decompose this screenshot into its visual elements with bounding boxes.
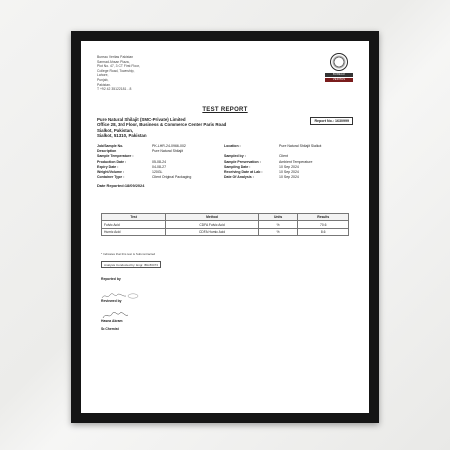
- field-value: 05-08-24: [152, 159, 167, 164]
- footnote: * Indicates that this test is Subcontracted: [101, 252, 156, 256]
- field-value: Client: [279, 154, 288, 159]
- signatory-role: Sr.Chemist: [101, 327, 119, 331]
- field-value: Pure Natural Shilajit: [152, 149, 183, 154]
- table-row: [102, 228, 349, 235]
- client-line: Office 28, 3rd Floor, Business & Commerce Center Paris Road: [97, 122, 227, 128]
- address-line: Sarmad Ahsan Plaza,: [97, 59, 130, 64]
- address-line: Plot No. 47, 3 CT First Floor,: [97, 64, 140, 69]
- client-address: [97, 117, 267, 139]
- date-reported: Date Reported:18/09/2024: [97, 183, 145, 188]
- table-cell: Humic Acid: [102, 228, 166, 235]
- field-value: 10 Sep 2024: [279, 169, 299, 174]
- field-label: Receiving Date at Lab :: [224, 169, 263, 174]
- sample-details: [97, 144, 353, 180]
- table-cell: Fulvic Acid: [102, 221, 166, 228]
- field-label: Container Type :: [97, 175, 125, 180]
- report-title: TEST REPORT: [202, 107, 248, 113]
- table-cell: 70.6: [298, 221, 349, 228]
- column-header: Results: [298, 214, 349, 221]
- logo-band-top: BUREAU: [325, 73, 353, 77]
- seal-icon: [330, 53, 348, 71]
- field-value: Client Original Packaging: [152, 175, 192, 180]
- table-row: [102, 221, 349, 228]
- results-table: [101, 213, 349, 236]
- field-value: Pure Natural Shilajit Sialkot: [279, 144, 322, 148]
- column-header: Test: [102, 214, 166, 221]
- detail-row: [97, 175, 353, 180]
- column-header: Units: [258, 214, 298, 221]
- field-value: 120GL: [152, 169, 163, 174]
- reported-by-label: Reported by: [101, 277, 121, 281]
- lab-address: [97, 55, 140, 92]
- column-header: Method: [166, 214, 259, 221]
- client-line: Sialkot, Pakistan,: [97, 127, 134, 133]
- signatory-name: Hasna Akram: [101, 319, 123, 323]
- bureau-veritas-logo: [325, 53, 353, 85]
- field-value: Ambient Temperature: [279, 159, 313, 164]
- table-cell: CDFA Fulvic Acid: [166, 221, 259, 228]
- test-report-document: [81, 41, 369, 413]
- field-label: Job/Sample No.: [97, 144, 124, 148]
- field-label: Expiry Date :: [97, 164, 119, 169]
- field-label: Sampling Date :: [224, 164, 251, 169]
- table-header-row: [102, 214, 349, 221]
- field-value: 10 Sep 2024: [279, 164, 299, 169]
- address-line: Lahore,: [97, 73, 109, 78]
- field-label: Sample Temperature :: [97, 154, 134, 159]
- address-line: Bureau Veritas Pakistan: [97, 55, 134, 59]
- table-cell: %: [258, 228, 298, 235]
- picture-frame: [71, 31, 379, 423]
- field-label: Sampled by :: [224, 154, 246, 159]
- field-label: Sample Preservation :: [224, 159, 261, 164]
- table-cell: %: [258, 221, 298, 228]
- field-label: Weight/Volume :: [97, 169, 125, 174]
- field-label: Production Date :: [97, 159, 127, 164]
- client-line: Pure Natural Shilajit (SMC-Private) Limited: [97, 117, 186, 122]
- signature-image: [101, 307, 137, 317]
- table-cell: 8.6: [298, 228, 349, 235]
- client-line: Sialkot, 51310, Pakistan: [97, 133, 147, 139]
- field-value: 04-08-27: [152, 164, 167, 169]
- report-number: Report No.: 1630999: [310, 117, 353, 125]
- signature-image: [101, 287, 141, 295]
- address-line: Pakistan.: [97, 82, 111, 87]
- field-value: 10 Sep 2024: [279, 175, 299, 180]
- field-label: Location :: [224, 144, 241, 148]
- logo-band-bottom: VERITAS: [325, 78, 353, 82]
- address-line: College Road, Township,: [97, 68, 135, 73]
- field-label: Date Of Analysis :: [224, 175, 254, 180]
- field-label: Description: [97, 149, 117, 154]
- reviewed-by-label: Reviewed by: [101, 299, 122, 303]
- analysis-stamp: Analysis Conducted by: Engr. IBA 80473: [101, 261, 161, 268]
- table-cell: CDFA Humic Acid: [166, 228, 259, 235]
- address-line: Punjab,: [97, 77, 109, 82]
- address-line: T +92 42 35122181 - 8: [97, 87, 132, 92]
- field-value: PK-LHR-24-0966-002: [152, 144, 186, 148]
